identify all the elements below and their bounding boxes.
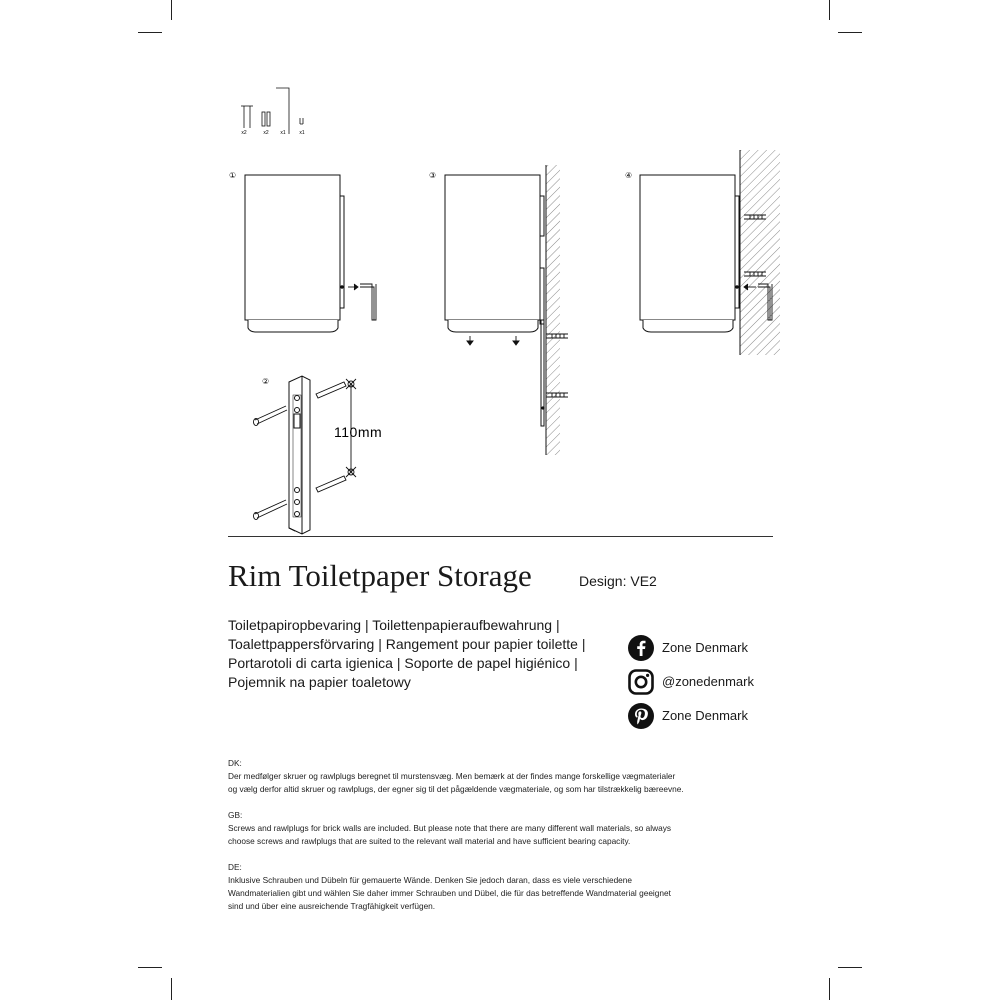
rawlplug-icon [262,112,270,126]
kit-qty-rawlplugs: x2 [263,130,269,136]
step-1-number: ① [229,171,237,180]
step-4-number: ④ [625,171,633,180]
note-body [228,770,788,796]
step-3-cabinet [445,175,544,426]
step-4-cabinet [640,175,739,332]
note-line: Inklusive Schrauben und Dübeln für gemauerte Wände. Denken Sie jedoch daran, dass es viele verschiedene [228,875,633,885]
facebook-label: Zone Denmark [662,640,748,655]
translation-line: Toalettpappersförvaring | Rangement pour papier toilette | [228,636,586,652]
note-line: Wandmaterialien gibt und wählen Sie daher immer Schrauben und Dübel, die für das betreffende Wandmaterial geeignet [228,888,671,898]
kit-qty-hexkey: x1 [299,130,305,136]
note-line: choose screws and rawlplugs that are suited to the relevant wall material and have sufficient bearing capacity. [228,836,631,846]
product-name-translations [228,616,628,692]
product-title: Rim Toiletpaper Storage [228,558,532,593]
social-facebook[interactable] [628,635,788,661]
kit-qty-bracket: x1 [280,130,286,136]
instagram-label: @zonedenmark [662,674,754,689]
dimension-label: 110mm [334,424,383,440]
screw-icon [241,106,253,128]
step-3-number: ③ [429,171,437,180]
instagram-icon [628,669,654,695]
note-body [228,822,788,848]
hex-key-icon [300,118,303,124]
note-line: sind und über eine ausreichende Tragfähigkeit verfügen. [228,901,436,911]
note-gb [228,809,788,848]
step-2-screws [254,406,288,520]
translation-line: Portarotoli di carta igienica | Soporte de papel higiénico | [228,655,578,671]
translation-line: Toiletpapiropbevaring | Toilettenpapieraufbewahrung | [228,617,560,633]
note-heading: DE: [228,862,242,872]
note-heading: DK: [228,758,242,768]
note-line: Screws and rawlplugs for brick walls are included. But please note that there are many different wall materials, so always [228,823,672,833]
note-dk [228,757,788,796]
kit-qty-screws: x2 [241,130,247,136]
step-4-wall [740,150,780,355]
wall-bracket-icon [276,88,289,134]
pinterest-icon [628,703,654,729]
note-body [228,874,788,913]
social-pinterest[interactable] [628,703,788,729]
facebook-icon [628,635,654,661]
step-3-down-arrows [467,336,519,345]
step-1-hex-key [348,284,376,320]
step-1-cabinet [245,175,344,332]
translation-line: Pojemnik na papier toaletowy [228,674,411,690]
section-divider [228,536,773,537]
note-heading: GB: [228,810,243,820]
step-2-number: ② [262,377,270,386]
step-3-wall [546,165,560,455]
step-2-wall-bracket [289,376,310,534]
wall-material-notes [228,757,788,926]
pinterest-label: Zone Denmark [662,708,748,723]
designer-credit: Design: VE2 [579,573,657,589]
note-line: og vælg derfor altid skruer og rawlplugs, der egner sig til det pågældende vægmateriale, og som har tilstrækkelig bæreevne. [228,784,684,794]
note-de [228,861,788,913]
social-instagram[interactable] [628,669,788,695]
kit-contents [241,88,303,134]
note-line: Der medfølger skruer og rawlplugs beregnet til murstensvæg. Men bemærk at der findes mange forskellige vægmaterialer [228,771,676,781]
